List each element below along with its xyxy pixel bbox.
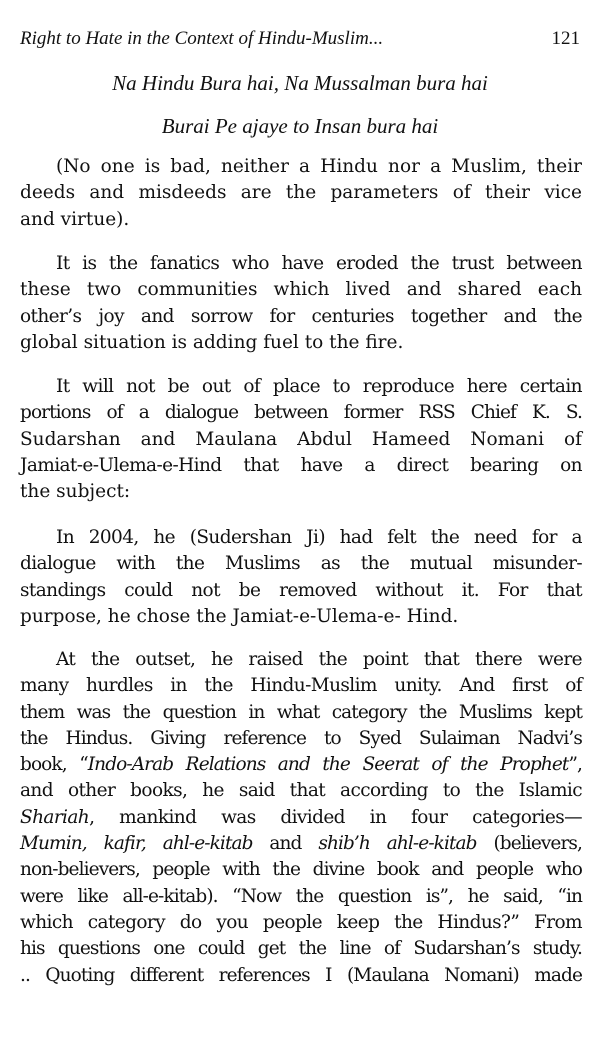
text-line: .. Quoting different references I (Maulana Nomani) made — [20, 964, 582, 986]
text-line: deeds and misdeeds are the parameters of their vice — [20, 182, 582, 204]
text-line: and other books, he said that according to the Islamic — [20, 780, 582, 802]
verse-line-2: Burai Pe ajaye to Insan bura hai — [161, 114, 439, 138]
text-line: (No one is bad, neither a Hindu nor a Muslim, their — [56, 156, 582, 177]
text-line: portions of a dialogue between former RSS Chief K. S. — [20, 402, 582, 424]
book-title: Indo-Arab Relations and the Seerat of the Prophet — [87, 754, 569, 776]
text-line: these two communities which lived and shared each — [20, 279, 582, 301]
text-line: them was the question in what category the Muslims kept — [20, 701, 582, 723]
text-line: It is the fanatics who have eroded the trust between — [56, 253, 582, 274]
text-line: It will not be out of place to reproduce here certain — [56, 376, 582, 397]
text-line: were like all-e-kitab). “Now the question is”, he said, “in — [20, 885, 582, 907]
paragraph-5 — [20, 647, 582, 989]
term-shariah: Shariah — [20, 806, 90, 828]
running-head-title: Right to Hate in the Context of Hindu-Muslim... — [20, 28, 384, 49]
text-line: and virtue). — [20, 208, 130, 230]
text-line: non-believers, people with the divine book and people who — [20, 859, 582, 881]
text-line: his questions one could get the line of Sudarshan’s study. — [20, 938, 582, 960]
paragraph-1 — [20, 154, 582, 233]
running-head — [20, 28, 580, 54]
page-number: 121 — [551, 28, 580, 49]
text-run: ”, — [568, 754, 582, 776]
term-categories: Mumin, kafir, ahl-e-kitab — [20, 833, 253, 855]
text-line: In 2004, he (Sudershan Ji) had felt the need for a — [56, 527, 582, 548]
text-line: standings could not be removed without it. For that — [20, 579, 582, 601]
text-run: , mankind was divided in four categories— — [89, 806, 582, 828]
text-run: book, “ — [20, 754, 88, 776]
text-line: Sudarshan and Maulana Abdul Hameed Nomani of — [20, 428, 582, 450]
text-line — [20, 752, 582, 778]
text-line: dialogue with the Muslims as the mutual misunder- — [20, 553, 582, 575]
paragraph-3 — [20, 374, 582, 505]
text-line: which category do you people keep the Hindus?” From — [20, 911, 582, 933]
text-run: and — [252, 833, 319, 855]
paragraph-2 — [20, 251, 582, 356]
text-line: other’s joy and sorrow for centuries together and the — [20, 305, 582, 327]
text-line: global situation is adding fuel to the fire. — [20, 331, 404, 353]
text-line: many hurdles in the Hindu-Muslim unity. And first of — [20, 675, 582, 697]
paragraph-4 — [20, 525, 582, 630]
text-line: At the outset, he raised the point that there were — [56, 649, 582, 670]
verse-line-1: Na Hindu Bura hai, Na Mussalman bura hai — [112, 71, 488, 95]
text-line: the Hindus. Giving reference to Syed Sulaiman Nadvi’s — [20, 727, 582, 749]
text-line: Jamiat-e-Ulema-e-Hind that have a direct bearing on — [20, 454, 582, 476]
text-line: purpose, he chose the Jamiat-e-Ulema-e- Hind. — [20, 605, 459, 627]
term-shibh-ahl-e-kitab: shib’h ahl-e-kitab — [318, 833, 477, 855]
text-line — [20, 831, 582, 857]
text-line — [20, 805, 582, 831]
text-run: (believers, — [476, 833, 582, 855]
text-line: the subject: — [20, 481, 131, 503]
